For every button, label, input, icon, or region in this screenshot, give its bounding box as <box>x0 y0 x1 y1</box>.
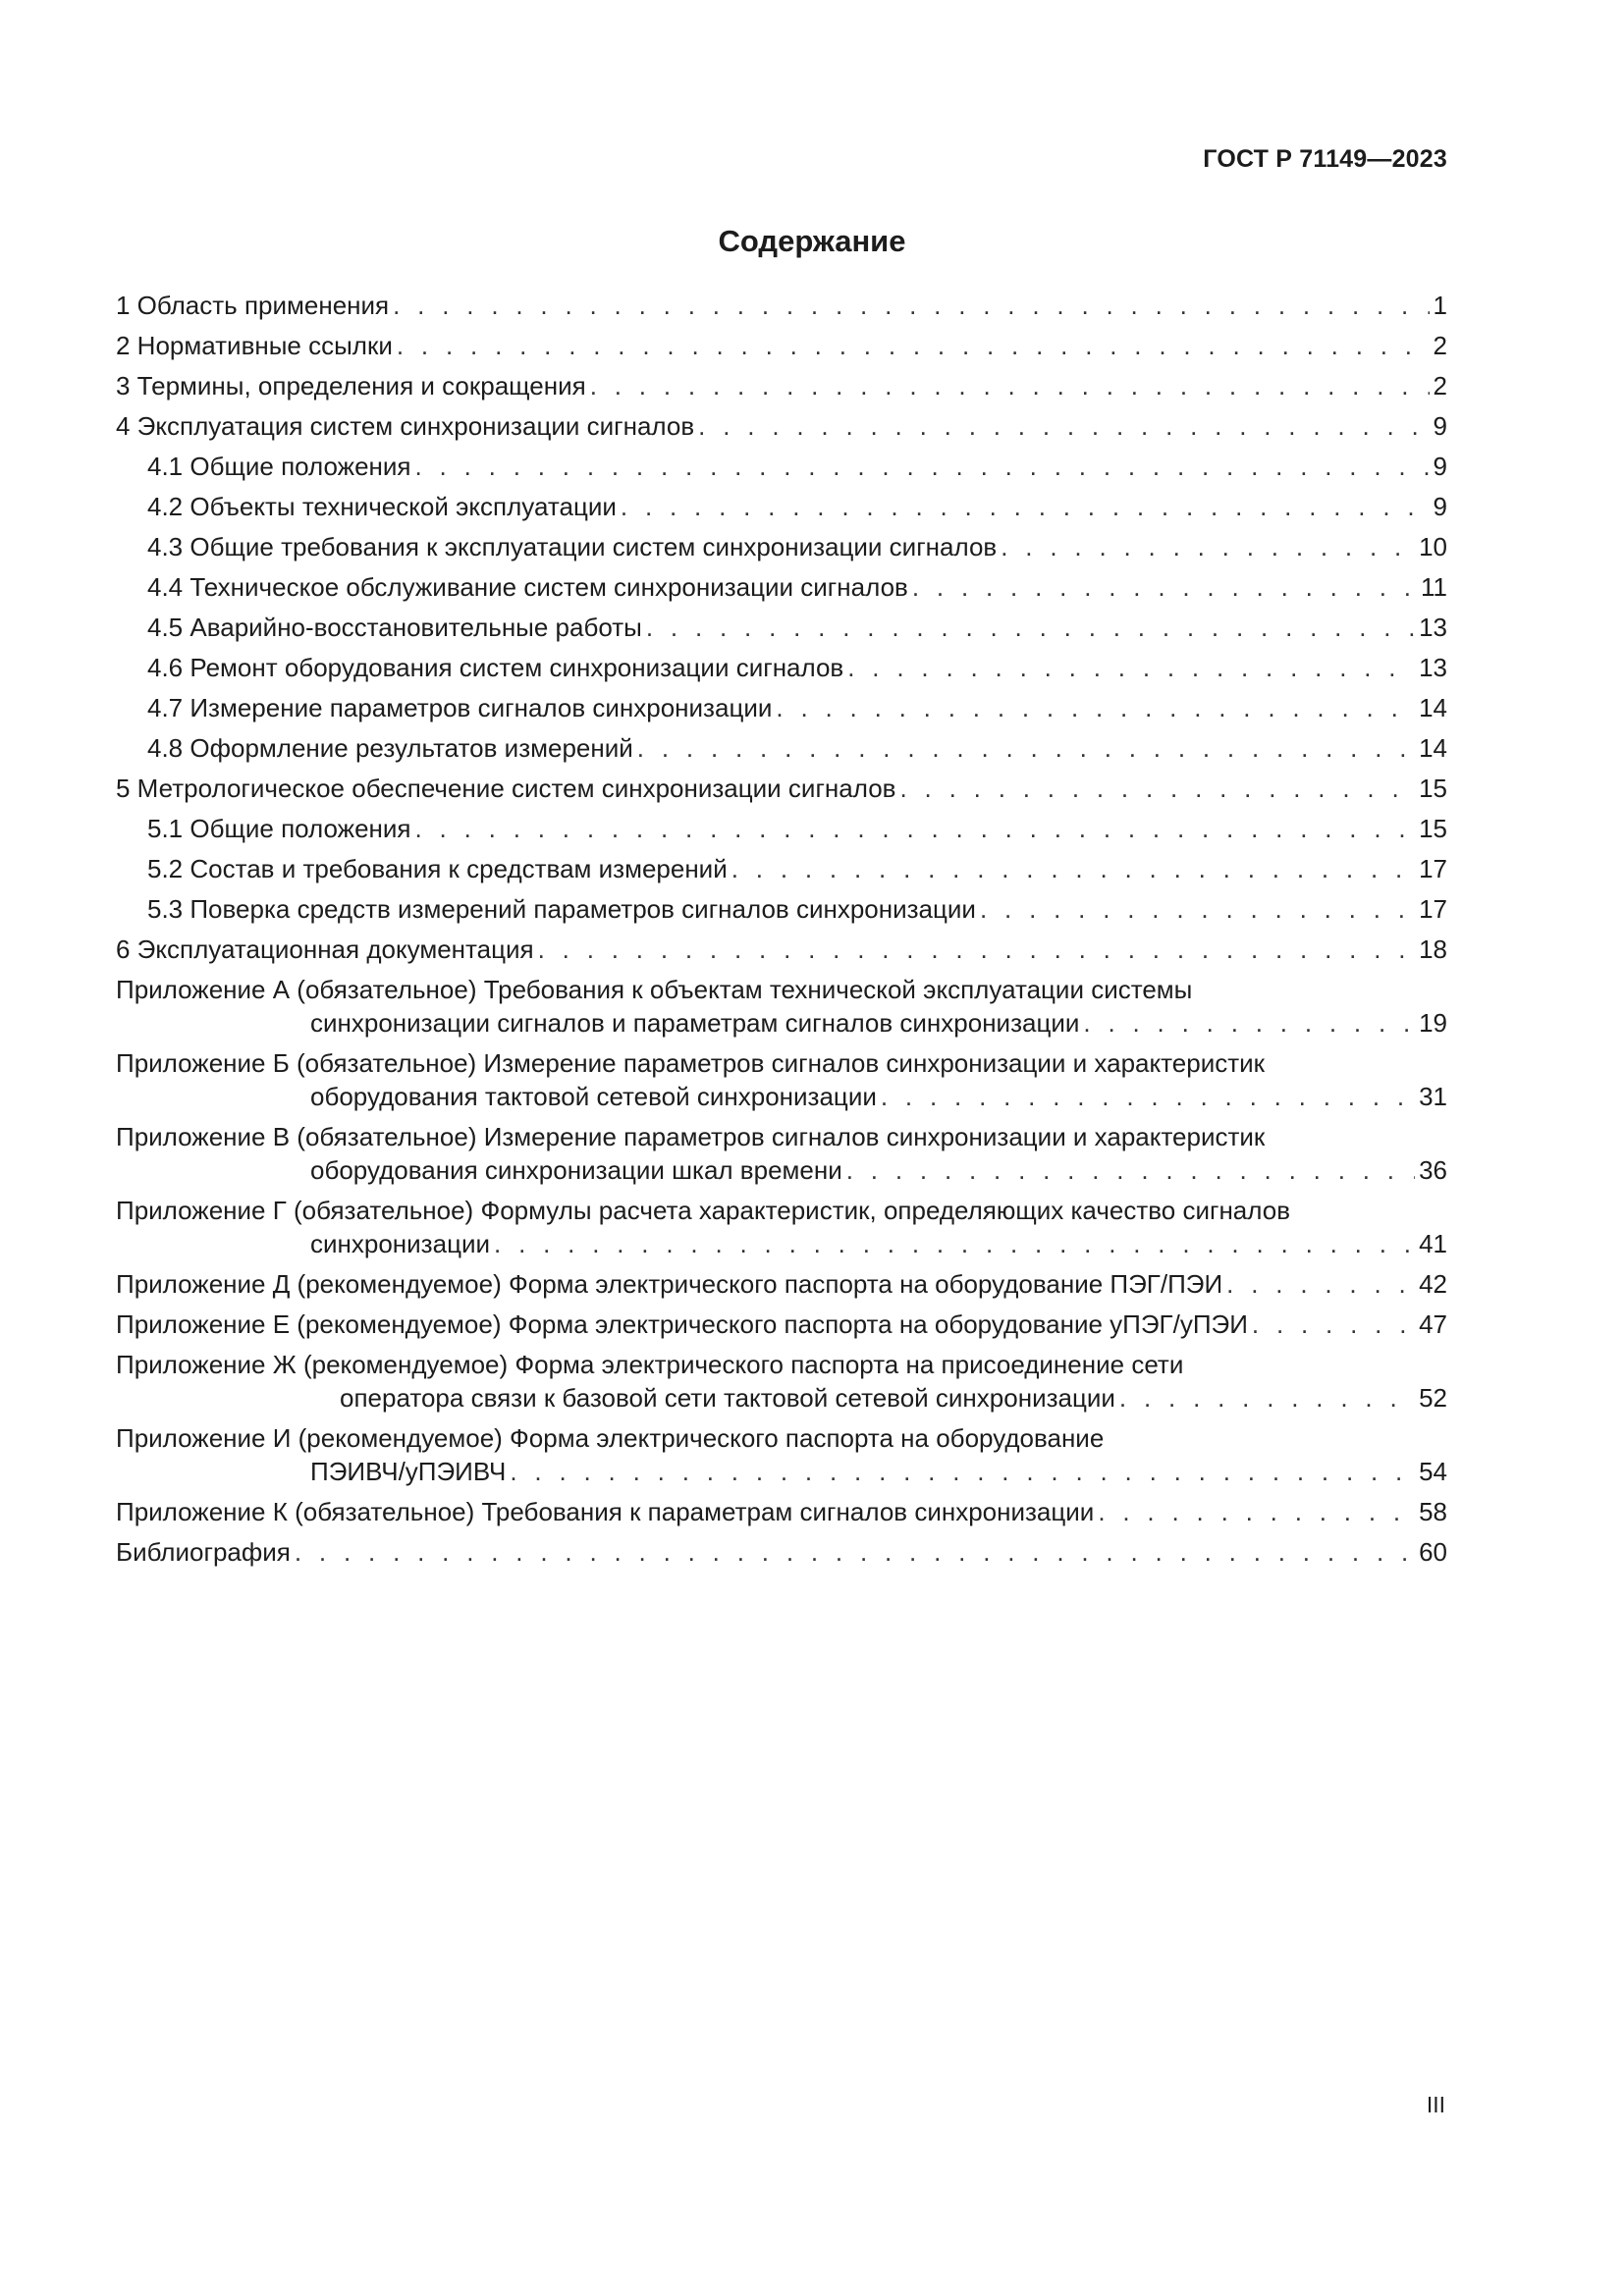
toc-entry-title: Приложение Ж (рекомендуемое) Форма электрического паспорта на присоединение сети <box>116 1350 1184 1379</box>
toc-line <box>116 1535 1447 1569</box>
toc-page-number: 9 <box>1433 452 1447 481</box>
toc-entry-title: 4.2 Объекты технической эксплуатации <box>147 492 617 521</box>
toc-entry-title: Приложение Б (обязательное) Измерение параметров сигналов синхронизации и характеристик <box>116 1048 1266 1078</box>
toc-entry-title: 2 Нормативные ссылки <box>116 331 393 360</box>
toc-leader-dots <box>776 691 1415 724</box>
toc-entry[interactable] <box>116 409 1447 443</box>
toc-leader-dots <box>494 1227 1415 1260</box>
toc-leader-dots <box>846 1153 1415 1187</box>
toc-entry-title: 4.7 Измерение параметров сигналов синхронизации <box>147 693 773 722</box>
toc-entry-title: Приложение Д (рекомендуемое) Форма электрического паспорта на оборудование ПЭГ/ПЭИ <box>116 1269 1223 1299</box>
toc-page-number: 13 <box>1419 653 1447 682</box>
toc-line <box>147 812 1447 845</box>
toc-entry-title: Приложение К (обязательное) Требования к параметрам сигналов синхронизации <box>116 1497 1095 1526</box>
toc-entry[interactable] <box>116 1421 1447 1488</box>
toc-line <box>147 651 1447 684</box>
toc-entry[interactable] <box>116 1046 1447 1113</box>
toc-page-number: 47 <box>1419 1309 1447 1339</box>
document-id: ГОСТ Р 71149—2023 <box>1203 145 1447 173</box>
toc-entry[interactable] <box>116 812 1447 845</box>
toc-entry[interactable] <box>116 691 1447 724</box>
toc-line <box>116 289 1447 322</box>
toc-page-number: 41 <box>1419 1229 1447 1258</box>
toc-line <box>116 409 1447 443</box>
toc-page-number: 36 <box>1419 1155 1447 1185</box>
toc-entry[interactable] <box>116 450 1447 483</box>
toc-page-number: 15 <box>1419 774 1447 803</box>
toc-page-number: 13 <box>1419 613 1447 642</box>
toc-entry[interactable] <box>116 1535 1447 1569</box>
toc-entry-title: 5 Метрологическое обеспечение систем синхронизации сигналов <box>116 774 896 803</box>
toc-page-number: 31 <box>1419 1082 1447 1111</box>
toc-leader-dots <box>1098 1495 1415 1528</box>
toc-entry-title: Приложение И (рекомендуемое) Форма электрического паспорта на оборудование <box>116 1423 1105 1453</box>
toc-line <box>116 1455 1447 1488</box>
table-of-contents <box>116 289 1447 1575</box>
toc-entry-title: Приложение Г (обязательное) Формулы расчета характеристик, определяющих качество сигналов <box>116 1196 1290 1225</box>
toc-entry[interactable] <box>116 329 1447 362</box>
toc-entry-title: синхронизации сигналов и параметрам сигналов синхронизации <box>310 1008 1080 1038</box>
toc-page-number: 10 <box>1419 532 1447 561</box>
toc-entry-title: 3 Термины, определения и сокращения <box>116 371 586 400</box>
toc-entry-title: 5.1 Общие положения <box>147 814 411 843</box>
toc-page-number: 14 <box>1419 733 1447 763</box>
toc-line <box>116 329 1447 362</box>
toc-line <box>147 892 1447 926</box>
toc-line <box>147 530 1447 563</box>
toc-line <box>116 1194 1447 1227</box>
toc-line <box>116 1080 1447 1113</box>
toc-leader-dots <box>698 409 1429 443</box>
toc-line <box>116 1046 1447 1080</box>
toc-entry-title: 4.4 Техническое обслуживание систем синхронизации сигналов <box>147 572 908 602</box>
toc-entry-title: 4.8 Оформление результатов измерений <box>147 733 633 763</box>
toc-entry-title: синхронизации <box>310 1229 491 1258</box>
toc-line <box>147 450 1447 483</box>
toc-page-number: 17 <box>1419 854 1447 883</box>
toc-page-number: 58 <box>1419 1497 1447 1526</box>
toc-entry[interactable] <box>116 611 1447 644</box>
toc-leader-dots <box>912 570 1417 604</box>
toc-line <box>116 772 1447 805</box>
toc-line <box>116 1381 1447 1415</box>
toc-entry[interactable] <box>116 892 1447 926</box>
toc-entry-title: ПЭИВЧ/уПЭИВЧ <box>310 1457 507 1486</box>
toc-line <box>116 1308 1447 1341</box>
toc-entry-title: 4.1 Общие положения <box>147 452 411 481</box>
toc-entry[interactable] <box>116 570 1447 604</box>
toc-line <box>147 490 1447 523</box>
toc-leader-dots <box>538 933 1415 966</box>
toc-entry[interactable] <box>116 1194 1447 1260</box>
toc-page-number: 2 <box>1433 371 1447 400</box>
toc-page-number: 14 <box>1419 693 1447 722</box>
toc-line <box>147 570 1447 604</box>
toc-leader-dots <box>847 651 1415 684</box>
toc-line <box>147 852 1447 885</box>
toc-line <box>147 731 1447 765</box>
toc-page-number: 42 <box>1419 1269 1447 1299</box>
toc-entry[interactable] <box>116 651 1447 684</box>
toc-leader-dots <box>415 812 1416 845</box>
toc-entry-title: оборудования тактовой сетевой синхронизации <box>310 1082 877 1111</box>
toc-entry[interactable] <box>116 731 1447 765</box>
toc-line <box>147 611 1447 644</box>
toc-entry[interactable] <box>116 1308 1447 1341</box>
toc-leader-dots <box>731 852 1415 885</box>
toc-leader-dots <box>637 731 1415 765</box>
toc-page-number: 9 <box>1433 411 1447 441</box>
toc-line <box>116 369 1447 402</box>
toc-line <box>116 1227 1447 1260</box>
toc-entry[interactable] <box>116 1267 1447 1301</box>
toc-page-number: 15 <box>1419 814 1447 843</box>
toc-page-number: 9 <box>1433 492 1447 521</box>
toc-leader-dots <box>590 369 1430 402</box>
toc-entry-title: 4.3 Общие требования к эксплуатации систем синхронизации сигналов <box>147 532 998 561</box>
toc-entry-title: Приложение Е (рекомендуемое) Форма электрического паспорта на оборудование уПЭГ/уПЭИ <box>116 1309 1248 1339</box>
toc-page-number: 2 <box>1433 331 1447 360</box>
toc-entry-title: оборудования синхронизации шкал времени <box>310 1155 842 1185</box>
toc-page-number: 18 <box>1419 934 1447 964</box>
toc-line <box>116 973 1447 1006</box>
toc-entry-title: 5.2 Состав и требования к средствам измерений <box>147 854 728 883</box>
toc-leader-dots <box>510 1455 1415 1488</box>
toc-entry-title: оператора связи к базовой сети тактовой сетевой синхронизации <box>340 1383 1115 1413</box>
toc-entry[interactable] <box>116 530 1447 563</box>
toc-page-number: 54 <box>1419 1457 1447 1486</box>
toc-leader-dots <box>295 1535 1415 1569</box>
toc-line <box>116 1006 1447 1040</box>
toc-page-number: 60 <box>1419 1537 1447 1567</box>
toc-entry[interactable] <box>116 1120 1447 1187</box>
toc-entry-title: Приложение А (обязательное) Требования к объектам технической эксплуатации системы <box>116 975 1193 1004</box>
toc-line <box>147 691 1447 724</box>
toc-page-number: 17 <box>1419 894 1447 924</box>
toc-entry-title: 1 Область применения <box>116 291 390 320</box>
toc-leader-dots <box>415 450 1430 483</box>
toc-leader-dots <box>393 289 1429 322</box>
toc-leader-dots <box>1083 1006 1415 1040</box>
toc-entry[interactable] <box>116 852 1447 885</box>
toc-entry[interactable] <box>116 973 1447 1040</box>
toc-entry-title: 5.3 Поверка средств измерений параметров сигналов синхронизации <box>147 894 976 924</box>
toc-leader-dots <box>1252 1308 1415 1341</box>
toc-line <box>116 933 1447 966</box>
toc-line <box>116 1267 1447 1301</box>
toc-entry-title: Приложение В (обязательное) Измерение параметров сигналов синхронизации и характеристик <box>116 1122 1266 1151</box>
toc-page-number: 52 <box>1419 1383 1447 1413</box>
toc-leader-dots <box>900 772 1416 805</box>
toc-entry[interactable] <box>116 933 1447 966</box>
toc-leader-dots <box>1226 1267 1415 1301</box>
toc-entry[interactable] <box>116 1495 1447 1528</box>
toc-leader-dots <box>621 490 1430 523</box>
toc-line <box>116 1495 1447 1528</box>
toc-entry-title: Библиография <box>116 1537 291 1567</box>
toc-page-number: 1 <box>1433 291 1447 320</box>
toc-leader-dots <box>980 892 1415 926</box>
toc-entry-title: 4.6 Ремонт оборудования систем синхронизации сигналов <box>147 653 844 682</box>
toc-entry[interactable] <box>116 369 1447 402</box>
page-number: III <box>1426 2092 1445 2117</box>
toc-leader-dots <box>397 329 1430 362</box>
toc-line <box>116 1421 1447 1455</box>
toc-entry-title: 4.5 Аварийно-восстановительные работы <box>147 613 642 642</box>
toc-entry[interactable] <box>116 490 1447 523</box>
toc-entry-title: 4 Эксплуатация систем синхронизации сигналов <box>116 411 695 441</box>
toc-leader-dots <box>881 1080 1415 1113</box>
toc-leader-dots <box>646 611 1415 644</box>
toc-line <box>116 1153 1447 1187</box>
toc-entry[interactable] <box>116 289 1447 322</box>
toc-leader-dots <box>1001 530 1415 563</box>
toc-leader-dots <box>1119 1381 1415 1415</box>
toc-entry[interactable] <box>116 772 1447 805</box>
toc-title: Содержание <box>718 224 906 258</box>
toc-page-number: 19 <box>1419 1008 1447 1038</box>
toc-line <box>116 1348 1447 1381</box>
toc-entry-title: 6 Эксплуатационная документация <box>116 934 534 964</box>
toc-page-number: 11 <box>1421 572 1447 602</box>
toc-entry[interactable] <box>116 1348 1447 1415</box>
toc-line <box>116 1120 1447 1153</box>
